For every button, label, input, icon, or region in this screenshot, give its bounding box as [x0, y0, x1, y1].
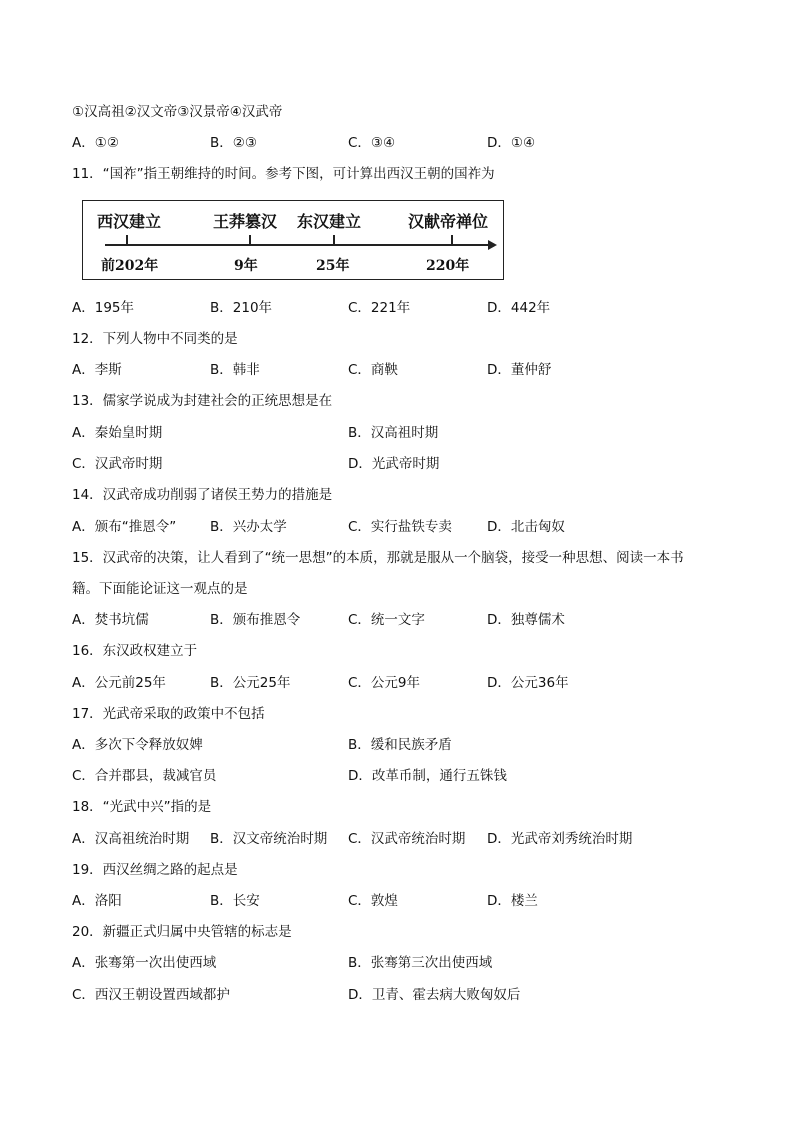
q17-option-a: A．多次下令释放奴婢	[72, 737, 203, 753]
timeline-axis	[105, 244, 490, 246]
q12-option-b: B．韩非	[210, 362, 260, 378]
timeline-event: 西汉建立	[97, 212, 162, 231]
q10-option-a: A．①②	[72, 135, 119, 151]
timeline-figure	[82, 200, 504, 280]
q16-option-d: D．公元36年	[487, 675, 569, 691]
q10-option-b: B．②③	[210, 135, 257, 151]
q11-option-c: C．221年	[348, 300, 411, 316]
timeline-event: 东汉建立	[297, 212, 362, 231]
q13-option-a: A．秦始皇时期	[72, 425, 163, 441]
q13-option-d: D．光武帝时期	[348, 456, 440, 472]
q10-items: ①汉高祖②汉文帝③汉景帝④汉武帝	[72, 104, 283, 120]
q17-option-b: B．缓和民族矛盾	[348, 737, 452, 753]
q12-stem: 12．下列人物中不同类的是	[72, 331, 238, 347]
q11-option-d: D．442年	[487, 300, 551, 316]
timeline-tick	[451, 235, 453, 245]
q14-option-b: B．兴办太学	[210, 519, 287, 535]
q14-option-c: C．实行盐铁专卖	[348, 519, 452, 535]
q20-option-c: C．西汉王朝设置西域都护	[72, 987, 230, 1003]
q15-option-c: C．统一文字	[348, 612, 425, 628]
q18-option-a: A．汉高祖统治时期	[72, 831, 190, 847]
q17-option-d: D．改革币制，通行五铢钱	[348, 768, 507, 784]
q10-option-c: C．③④	[348, 135, 396, 151]
timeline-year: 9年	[234, 258, 258, 274]
timeline-tick	[126, 235, 128, 245]
timeline-tick	[333, 235, 335, 245]
q13-option-b: B．汉高祖时期	[348, 425, 439, 441]
timeline-year: 前202年	[101, 258, 159, 274]
q19-option-d: D．楼兰	[487, 893, 538, 909]
q14-option-d: D．北击匈奴	[487, 519, 565, 535]
q19-option-c: C．敦煌	[348, 893, 398, 909]
q12-option-c: C．商鞅	[348, 362, 398, 378]
q11-stem: 11．“国祚”指王朝维持的时间。参考下图，可计算出西汉王朝的国祚为	[72, 166, 495, 182]
q18-stem: 18．“光武中兴”指的是	[72, 799, 212, 815]
q19-stem: 19．西汉丝绸之路的起点是	[72, 862, 238, 878]
q18-option-c: C．汉武帝统治时期	[348, 831, 466, 847]
timeline-year: 25年	[316, 258, 350, 274]
q15-option-d: D．独尊儒术	[487, 612, 565, 628]
q11-option-a: A．195年	[72, 300, 135, 316]
q10-option-d: D．①④	[487, 135, 536, 151]
q16-stem: 16．东汉政权建立于	[72, 643, 198, 659]
q15-stem-line2: 籍。下面能论证这一观点的是	[72, 581, 248, 597]
q17-stem: 17．光武帝采取的政策中不包括	[72, 706, 265, 722]
q15-option-b: B．颁布推恩令	[210, 612, 301, 628]
timeline-tick	[249, 235, 251, 245]
q20-option-a: A．张骞第一次出使西域	[72, 955, 217, 971]
q16-option-b: B．公元25年	[210, 675, 291, 691]
q11-option-b: B．210年	[210, 300, 273, 316]
q19-option-b: B．长安	[210, 893, 260, 909]
timeline-year: 220年	[426, 258, 470, 274]
q15-option-a: A．焚书坑儒	[72, 612, 149, 628]
q16-option-a: A．公元前25年	[72, 675, 166, 691]
q12-option-a: A．李斯	[72, 362, 122, 378]
arrow-right-icon	[488, 240, 497, 250]
timeline-event: 汉献帝禅位	[408, 212, 489, 231]
q18-option-d: D．光武帝刘秀统治时期	[487, 831, 633, 847]
q19-option-a: A．洛阳	[72, 893, 122, 909]
q14-option-a: A．颁布“推恩令”	[72, 519, 177, 535]
q20-option-b: B．张骞第三次出使西域	[348, 955, 493, 971]
q17-option-c: C．合并郡县，裁减官员	[72, 768, 217, 784]
q13-stem: 13．儒家学说成为封建社会的正统思想是在	[72, 393, 333, 409]
q14-stem: 14．汉武帝成功削弱了诸侯王势力的措施是	[72, 487, 333, 503]
q13-option-c: C．汉武帝时期	[72, 456, 163, 472]
q20-option-d: D．卫青、霍去病大败匈奴后	[348, 987, 521, 1003]
q20-stem: 20．新疆正式归属中央管辖的标志是	[72, 924, 292, 940]
q16-option-c: C．公元9年	[348, 675, 421, 691]
timeline-event: 王莽篡汉	[213, 212, 278, 231]
q15-stem-line1: 15．汉武帝的决策，让人看到了“统一思想”的本质，那就是服从一个脑袋，接受一种思想、阅读一本书	[72, 550, 684, 566]
q18-option-b: B．汉文帝统治时期	[210, 831, 328, 847]
q12-option-d: D．董仲舒	[487, 362, 552, 378]
